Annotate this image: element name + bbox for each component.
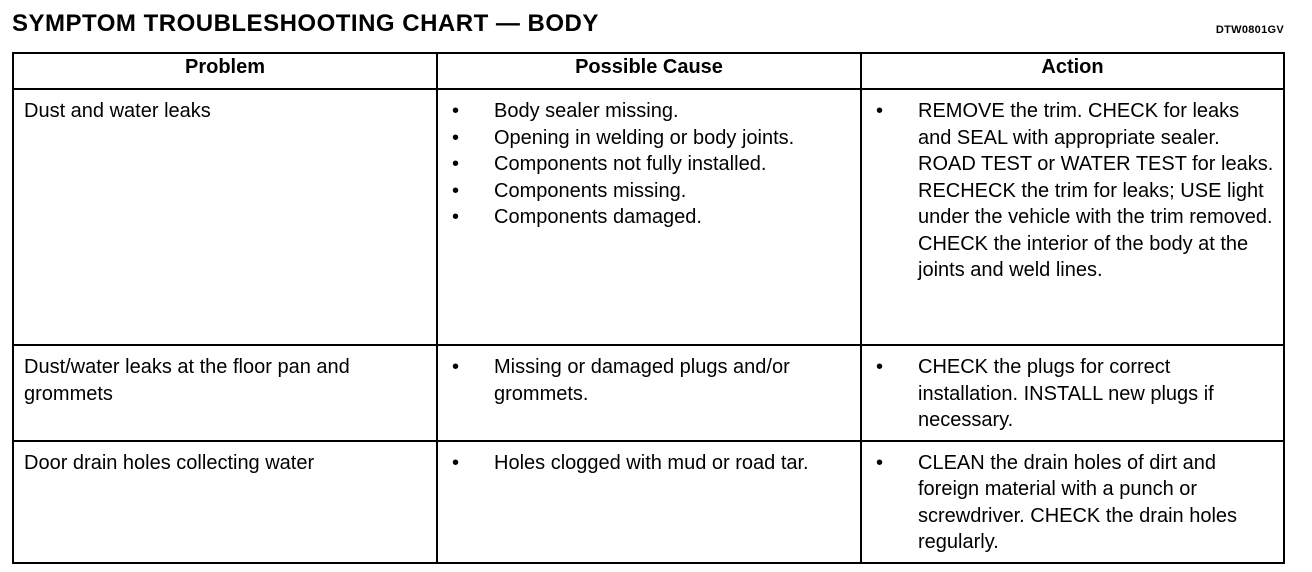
cause-list — [448, 98, 852, 231]
action-item: • REMOVE the trim. CHECK for leaks and SEAL with appropriate sealer. ROAD TEST or WATER TEST for leaks. RECHECK the trim for leaks; USE light under the vehicle with the trim removed. CHECK the interior of the body at the joints and weld lines. — [872, 98, 1275, 284]
header-possible-cause: Possible Cause — [437, 53, 861, 89]
document-code: DTW0801GV — [1215, 24, 1284, 36]
cause-item: • Holes clogged with mud or road tar. — [448, 450, 852, 477]
action-cell — [861, 441, 1284, 563]
cause-item: • Missing or damaged plugs and/or grommets. — [448, 354, 852, 407]
action-cell — [861, 345, 1284, 441]
cause-item: • Opening in welding or body joints. — [448, 125, 852, 152]
action-list — [872, 98, 1275, 284]
chart-title: SYMPTOM TROUBLESHOOTING CHART — BODY — [12, 10, 599, 37]
problem-cell: Dust/water leaks at the floor pan and grommets — [13, 345, 437, 441]
cause-cell — [437, 441, 861, 563]
cause-item: • Components damaged. — [448, 204, 852, 231]
problem-cell: Dust and water leaks — [13, 89, 437, 345]
action-list — [872, 354, 1275, 434]
cause-item: • Body sealer missing. — [448, 98, 852, 125]
table-row — [13, 89, 1284, 345]
problem-cell: Door drain holes collecting water — [13, 441, 437, 563]
cause-item: • Components missing. — [448, 178, 852, 205]
cause-cell — [437, 345, 861, 441]
table-row — [13, 441, 1284, 563]
cause-item: • Components not fully installed. — [448, 151, 852, 178]
cause-list — [448, 450, 852, 477]
cause-list — [448, 354, 852, 407]
action-list — [872, 450, 1275, 556]
troubleshooting-table — [12, 52, 1285, 564]
header-action: Action — [861, 53, 1284, 89]
table-row — [13, 345, 1284, 441]
action-cell — [861, 89, 1284, 345]
action-item: • CLEAN the drain holes of dirt and foreign material with a punch or screwdriver. CHECK the drain holes regularly. — [872, 450, 1275, 556]
action-item: • CHECK the plugs for correct installation. INSTALL new plugs if necessary. — [872, 354, 1275, 434]
header-problem: Problem — [13, 53, 437, 89]
table-header-row — [13, 53, 1284, 89]
cause-cell — [437, 89, 861, 345]
